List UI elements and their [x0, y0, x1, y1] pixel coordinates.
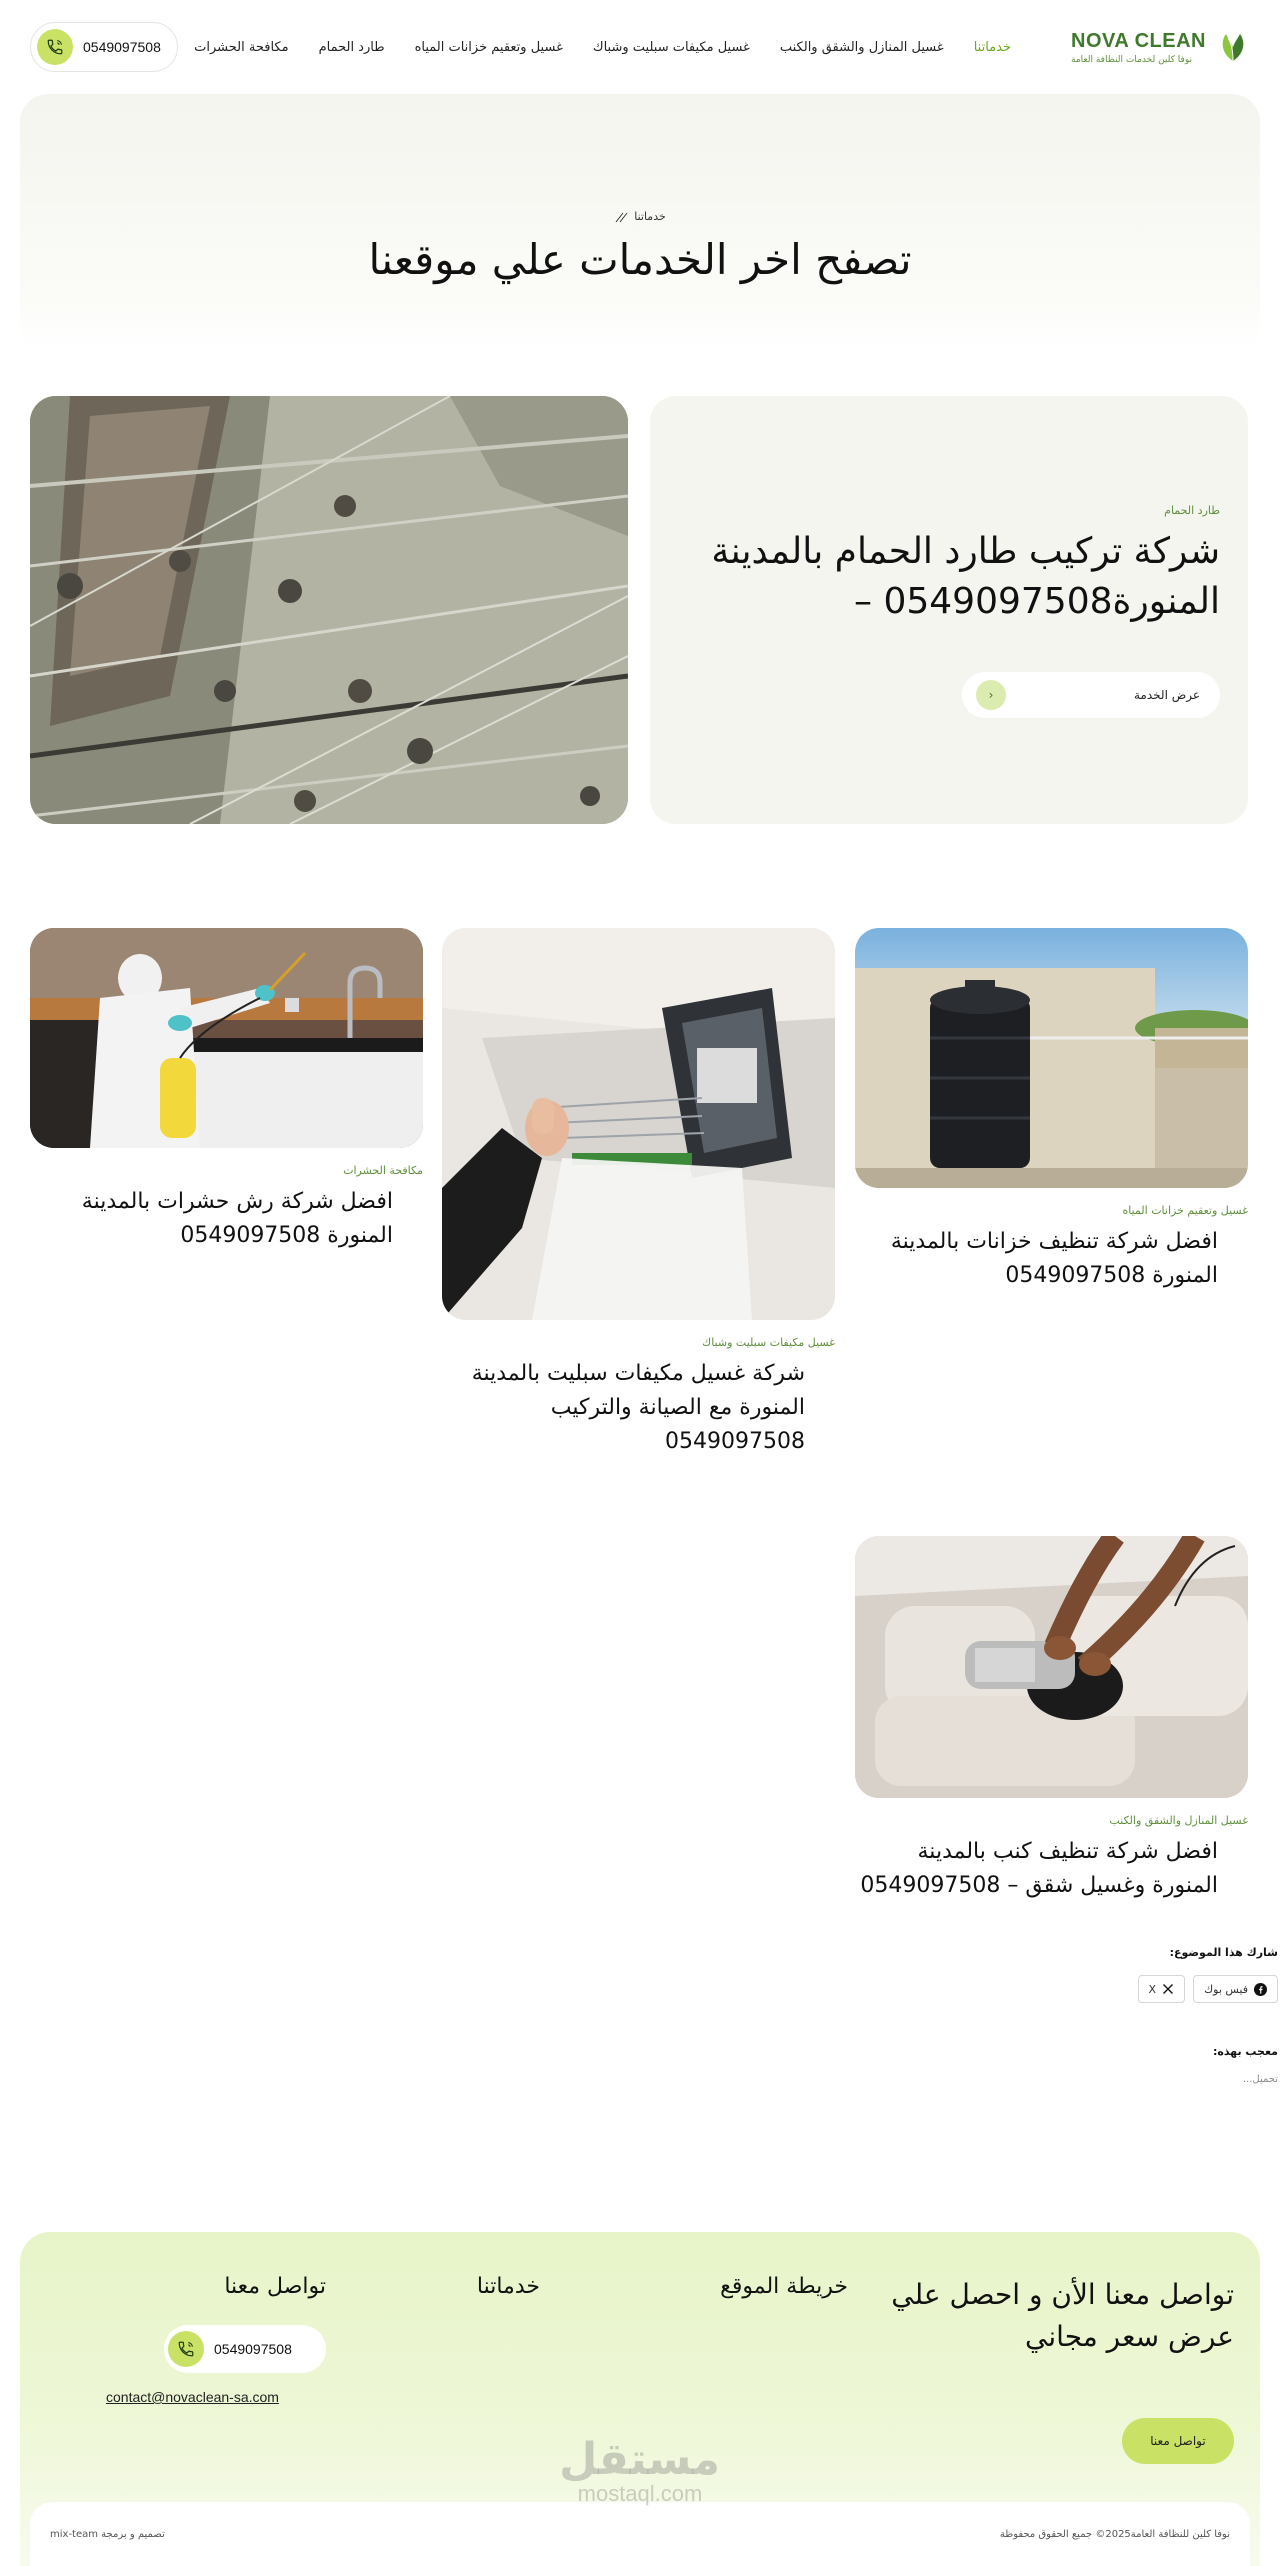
water-tank-photo: [855, 928, 1248, 1188]
footer-bottom-bar: [30, 2502, 1250, 2566]
share-x-label: X: [1148, 1982, 1157, 1996]
share-x-button[interactable]: [1138, 1975, 1186, 2003]
footer-contact-heading: تواصل معنا: [224, 2274, 326, 2299]
share-heading: شارك هذا الموضوع:: [1169, 1946, 1278, 1959]
post-card: [30, 928, 423, 1253]
footer-sitemap-heading: خريطة الموقع: [720, 2274, 848, 2299]
post-thumbnail[interactable]: [855, 1536, 1248, 1798]
nav-item-home-cleaning[interactable]: غسيل المنازل والشقق والكنب: [779, 39, 944, 55]
leaf-logo-icon: [1216, 30, 1250, 64]
watermark: [559, 2434, 720, 2506]
designer-credit-link[interactable]: تصميم و برمجة mix-team: [50, 2528, 165, 2540]
post-thumbnail[interactable]: [30, 928, 423, 1148]
post-category[interactable]: مكافحة الحشرات: [343, 1164, 423, 1177]
featured-post-image[interactable]: [30, 396, 628, 824]
post-category[interactable]: غسيل مكيفات سبليت وشباك: [702, 1336, 835, 1349]
logo-name: NOVA CLEAN: [1071, 29, 1206, 52]
post-title[interactable]: افضل شركة تنظيف خزانات بالمدينة المنورة 0549097508: [890, 1229, 1218, 1289]
header-phone-button[interactable]: [30, 22, 178, 72]
site-footer: [20, 2232, 1260, 2566]
footer-phone-number: 0549097508: [214, 2341, 292, 2357]
phone-icon: [168, 2331, 204, 2367]
like-status: تحميل...: [1242, 2074, 1278, 2085]
copyright-text: نوفا كلين للنظافة العامة2025© جميع الحقوق محفوظة: [999, 2528, 1230, 2540]
featured-category[interactable]: طارد الحمام: [1164, 504, 1220, 517]
sparkle-icon: [614, 211, 630, 223]
footer-cta: [874, 2274, 1234, 2464]
post-card: [855, 1536, 1248, 1903]
logo-tagline: نوفا كلين لخدمات النظافة العامة: [1071, 54, 1192, 65]
nav-item-pest-control[interactable]: مكافحة الحشرات: [194, 39, 289, 55]
nav-item-services[interactable]: خدماتنا: [973, 39, 1011, 55]
hero-section: [20, 94, 1260, 350]
share-buttons: [1148, 1975, 1278, 2003]
footer-cta-title: تواصل معنا الأن و احصل علي عرض سعر مجاني: [891, 2278, 1234, 2353]
post-title[interactable]: شركة غسيل مكيفات سبليت بالمدينة المنورة مع الصيانة والتركيب 0549097508: [471, 1361, 805, 1455]
like-section: [1168, 2045, 1278, 2085]
like-heading: معجب بهذه:: [1212, 2045, 1278, 2058]
chevron-left-icon: ‹: [976, 680, 1006, 710]
hero-kicker-text: خدماتنا: [634, 210, 666, 223]
footer-services-heading: خدماتنا: [476, 2274, 540, 2299]
site-logo[interactable]: [1071, 30, 1250, 65]
post-thumbnail[interactable]: [442, 928, 835, 1320]
post-card: [442, 928, 835, 1459]
nav-item-tank-cleaning[interactable]: غسيل وتعقيم خزانات المياه: [414, 39, 563, 55]
nav-item-pigeon-repellent[interactable]: طارد الحمام: [318, 39, 385, 55]
post-category[interactable]: غسيل وتعقيم خزانات المياه: [1122, 1204, 1248, 1217]
x-logo-icon: [1162, 1983, 1174, 1995]
main-nav: [194, 40, 1011, 55]
facebook-icon: [1254, 1983, 1267, 1996]
footer-contact: [86, 2274, 326, 2405]
watermark-latin: mostaql.com: [577, 2481, 703, 2506]
hero-kicker: [614, 210, 666, 223]
contact-us-button[interactable]: تواصل معنا: [1122, 2418, 1234, 2464]
share-section: [1148, 1946, 1278, 2003]
post-category[interactable]: غسيل المنازل والشقق والكنب: [1109, 1814, 1248, 1827]
footer-email-link[interactable]: contact@novaclean-sa.com: [106, 2389, 279, 2405]
post-title[interactable]: افضل شركة رش حشرات بالمدينة المنورة 0549097508: [81, 1189, 393, 1249]
share-facebook-button[interactable]: [1193, 1975, 1278, 2003]
sofa-cleaning-photo: [855, 1536, 1248, 1798]
ac-cleaning-photo: [442, 928, 835, 1320]
phone-icon: [37, 29, 73, 65]
footer-phone-button[interactable]: [164, 2325, 326, 2373]
view-service-button[interactable]: [962, 672, 1220, 718]
nav-item-ac-cleaning[interactable]: غسيل مكيفات سبليت وشباك: [592, 39, 750, 55]
page-title: تصفح اخر الخدمات علي موقعنا: [368, 235, 912, 284]
share-facebook-label: فيس بوك: [1204, 1982, 1248, 1996]
site-header: [0, 0, 1280, 94]
pigeon-spikes-photo: [30, 396, 628, 824]
watermark-arabic: مستقل: [559, 2434, 720, 2485]
pest-control-photo: [30, 928, 423, 1148]
post-thumbnail[interactable]: [855, 928, 1248, 1188]
featured-post-card: [650, 396, 1248, 824]
post-card: [855, 928, 1248, 1293]
post-title[interactable]: افضل شركة تنظيف كنب بالمدينة المنورة وغسيل شقق – 0549097508: [860, 1839, 1218, 1899]
header-phone-number: 0549097508: [83, 39, 161, 55]
featured-title[interactable]: شركة تركيب طارد الحمام بالمدينة المنورة0549097508 –: [711, 531, 1220, 623]
view-service-label: عرض الخدمة: [1134, 687, 1200, 702]
